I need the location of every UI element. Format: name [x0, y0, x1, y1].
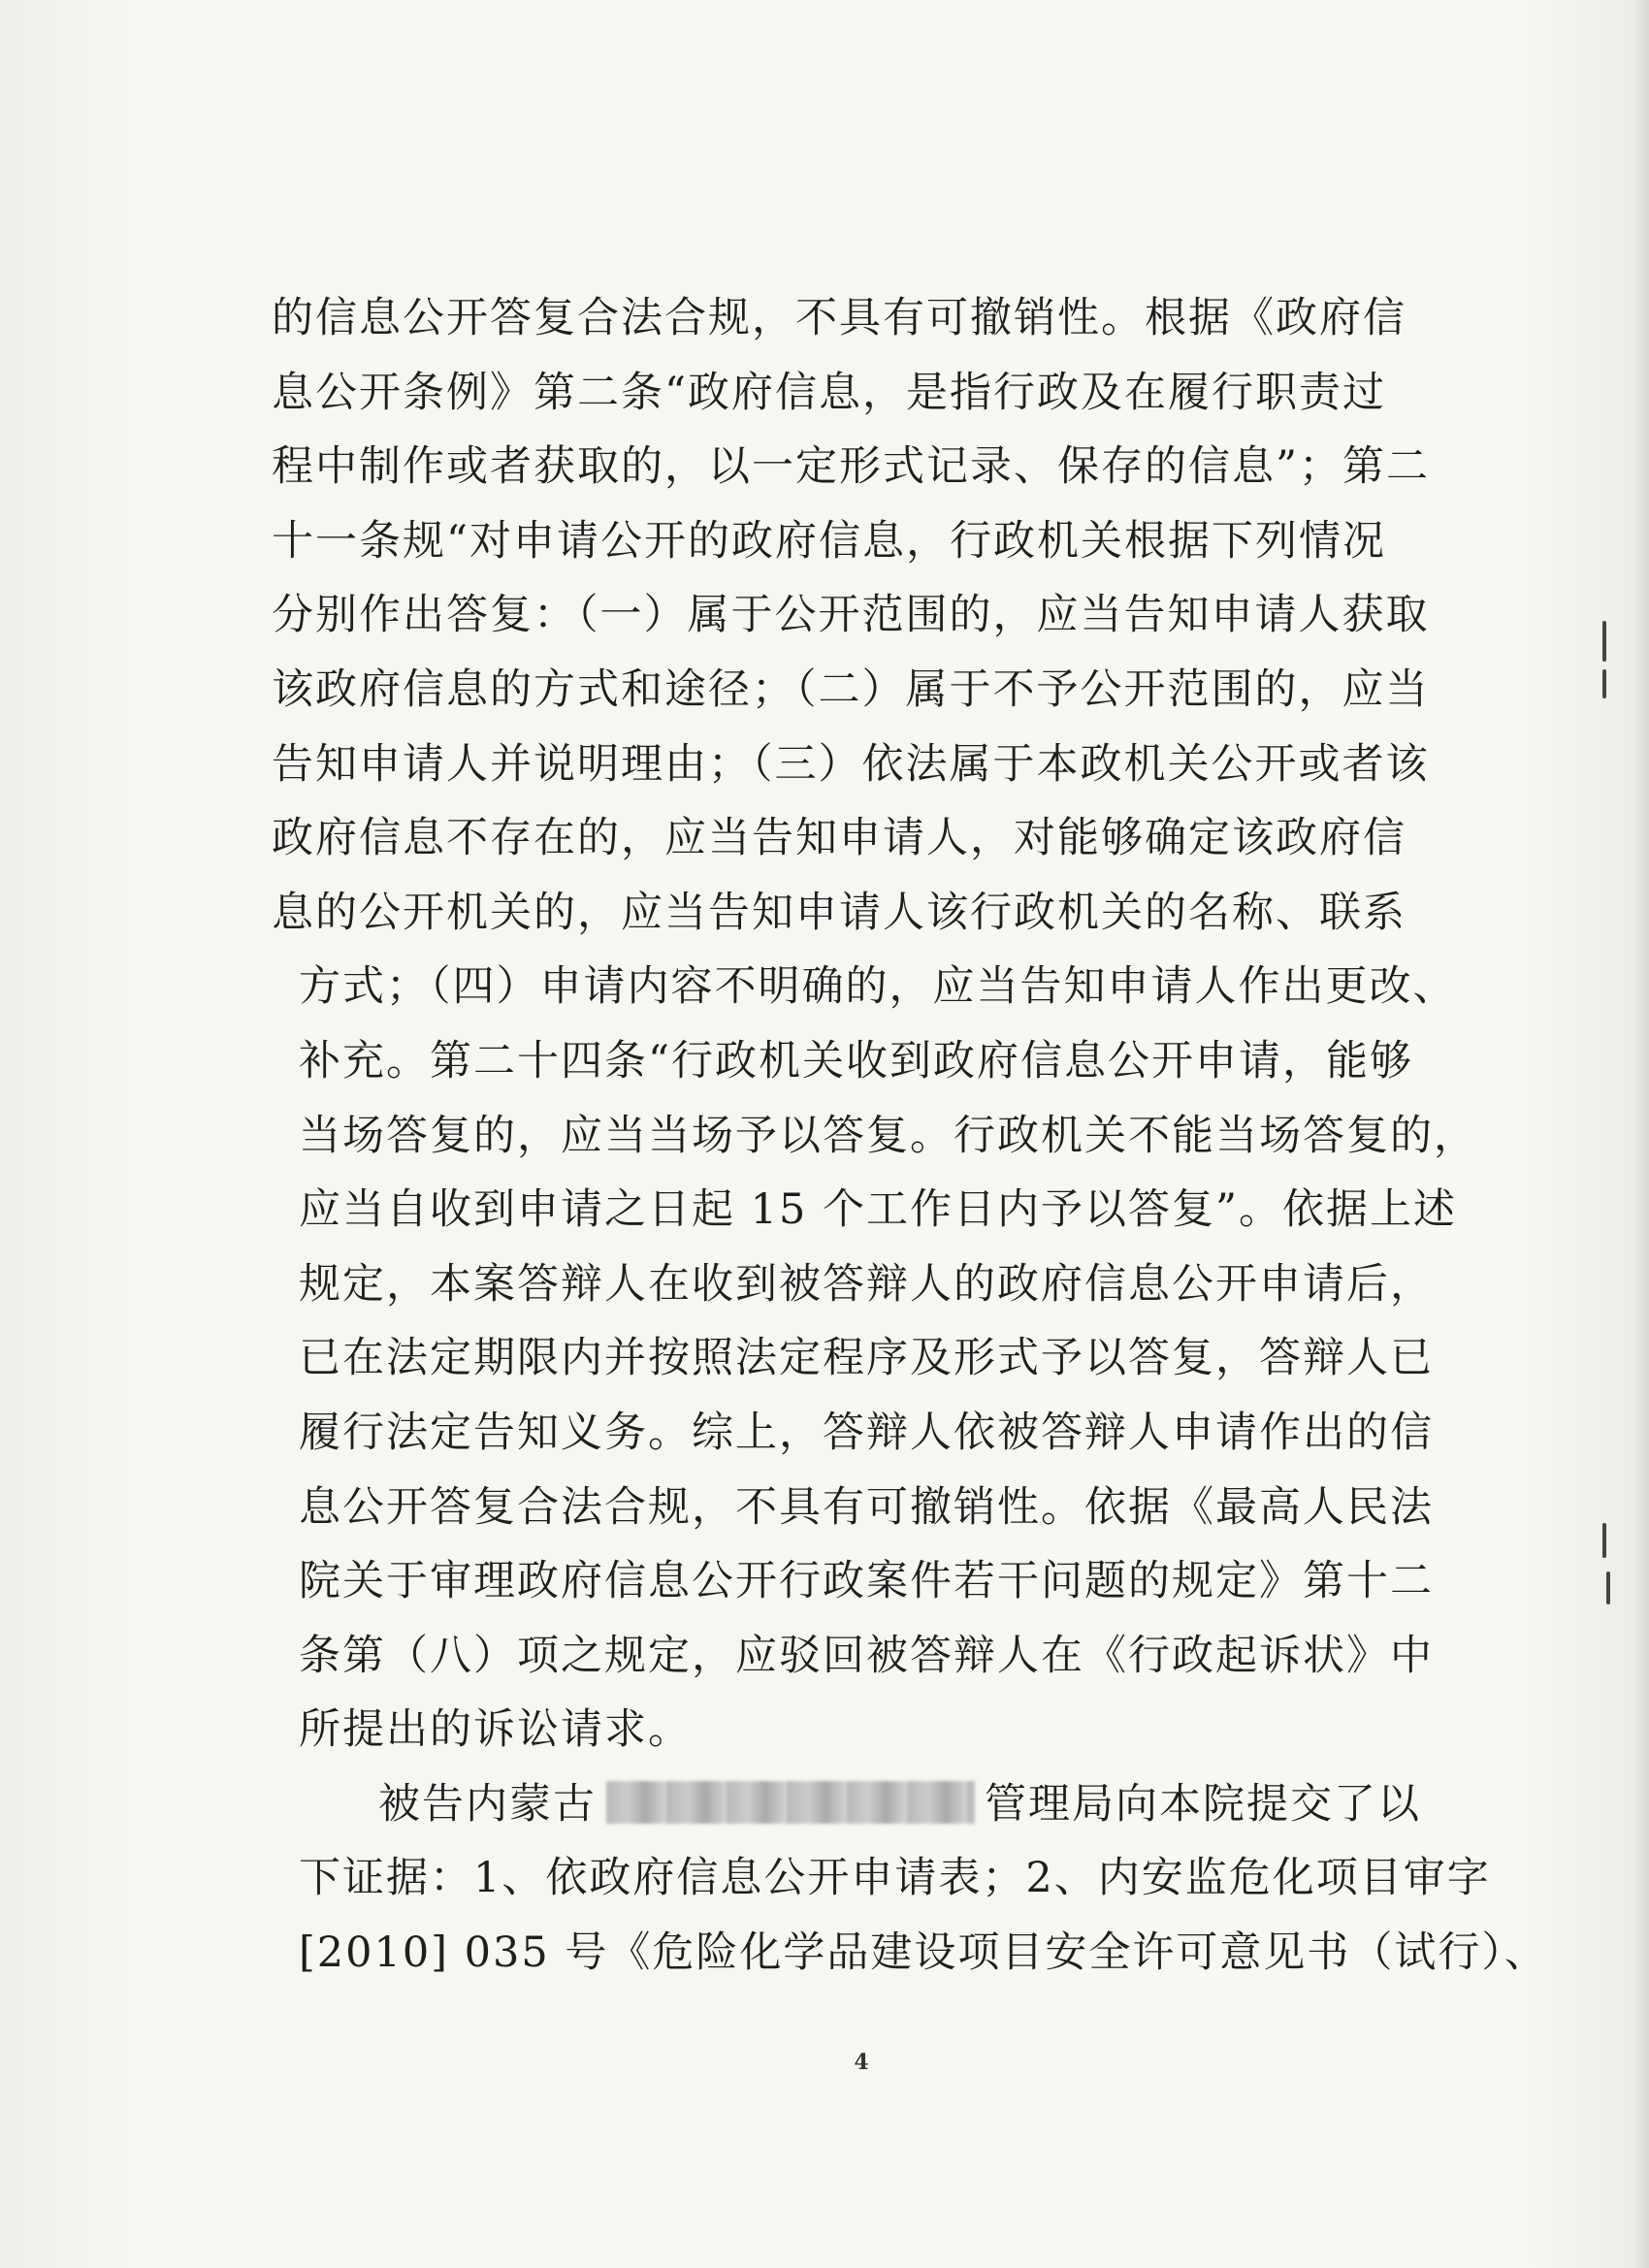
binding-mark	[1602, 621, 1606, 662]
text-line: 方式；（四）申请内容不明确的，应当告知申请人作出更改、	[299, 962, 1457, 1012]
text-line: 息公开答复合法合规，不具有可撤销性。依据《最高人民法	[299, 1482, 1434, 1532]
text-line: 分别作出答复：（一）属于公开范围的，应当告知申请人获取	[272, 591, 1430, 640]
text-line: 已在法定期限内并按照法定程序及形式予以答复，答辩人已	[299, 1334, 1434, 1383]
text-line: 下证据：1、依政府信息公开申请表；2、内安监危化项目审字	[299, 1854, 1491, 1903]
text-line: 条第（八）项之规定，应驳回被答辩人在《行政起诉状》中	[299, 1631, 1434, 1680]
text-line: 十一条规“对申请公开的政府信息，行政机关根据下列情况	[272, 516, 1386, 566]
text-line: 院关于审理政府信息公开行政案件若干问题的规定》第十二	[299, 1557, 1434, 1606]
page-number: 4	[854, 2050, 869, 2075]
evidence-intro-before: 被告内蒙古	[378, 1779, 597, 1829]
evidence-intro-after: 管理局向本院提交了以	[985, 1779, 1421, 1829]
binding-mark	[1602, 669, 1606, 698]
text-line: 履行法定告知义务。综上，答辩人依被答辩人申请作出的信	[299, 1408, 1434, 1457]
text-line: 该政府信息的方式和途径；（二）属于不予公开范围的，应当	[272, 664, 1430, 714]
text-line: 所提出的诉讼请求。	[299, 1705, 692, 1755]
text-line: 息公开条例》第二条“政府信息，是指行政及在履行职责过	[272, 368, 1386, 417]
text-line: 规定，本案答辩人在收到被答辩人的政府信息公开申请后，	[299, 1259, 1434, 1309]
document-body	[272, 281, 1548, 1991]
redacted-block	[606, 1781, 975, 1824]
text-line: 应当自收到申请之日起 15 个工作日内予以答复”。依据上述	[299, 1185, 1458, 1235]
text-line: 程中制作或者获取的，以一定形式记录、保存的信息”；第二	[272, 442, 1430, 492]
text-line: 政府信息不存在的，应当告知申请人，对能够确定该政府信	[272, 814, 1406, 863]
text-line: 息的公开机关的，应当告知申请人该行政机关的名称、联系	[272, 888, 1406, 937]
text-line: 的信息公开答复合法合规，不具有可撤销性。根据《政府信	[272, 294, 1406, 342]
binding-mark	[1606, 1571, 1610, 1604]
text-line: 当场答复的，应当当场予以答复。行政机关不能当场答复的，	[299, 1111, 1477, 1160]
scan-shadow	[1632, 0, 1649, 2268]
binding-mark	[1602, 1523, 1606, 1558]
evidence-intro-line	[272, 1767, 1421, 1842]
text-line: [2010] 035 号《危险化学品建设项目安全许可意见书（试行）、	[299, 1928, 1548, 1978]
text-line: 告知申请人并说明理由；（三）依法属于本政机关公开或者该	[272, 739, 1430, 789]
text-line: 补充。第二十四条“行政机关收到政府信息公开申请，能够	[299, 1036, 1413, 1085]
